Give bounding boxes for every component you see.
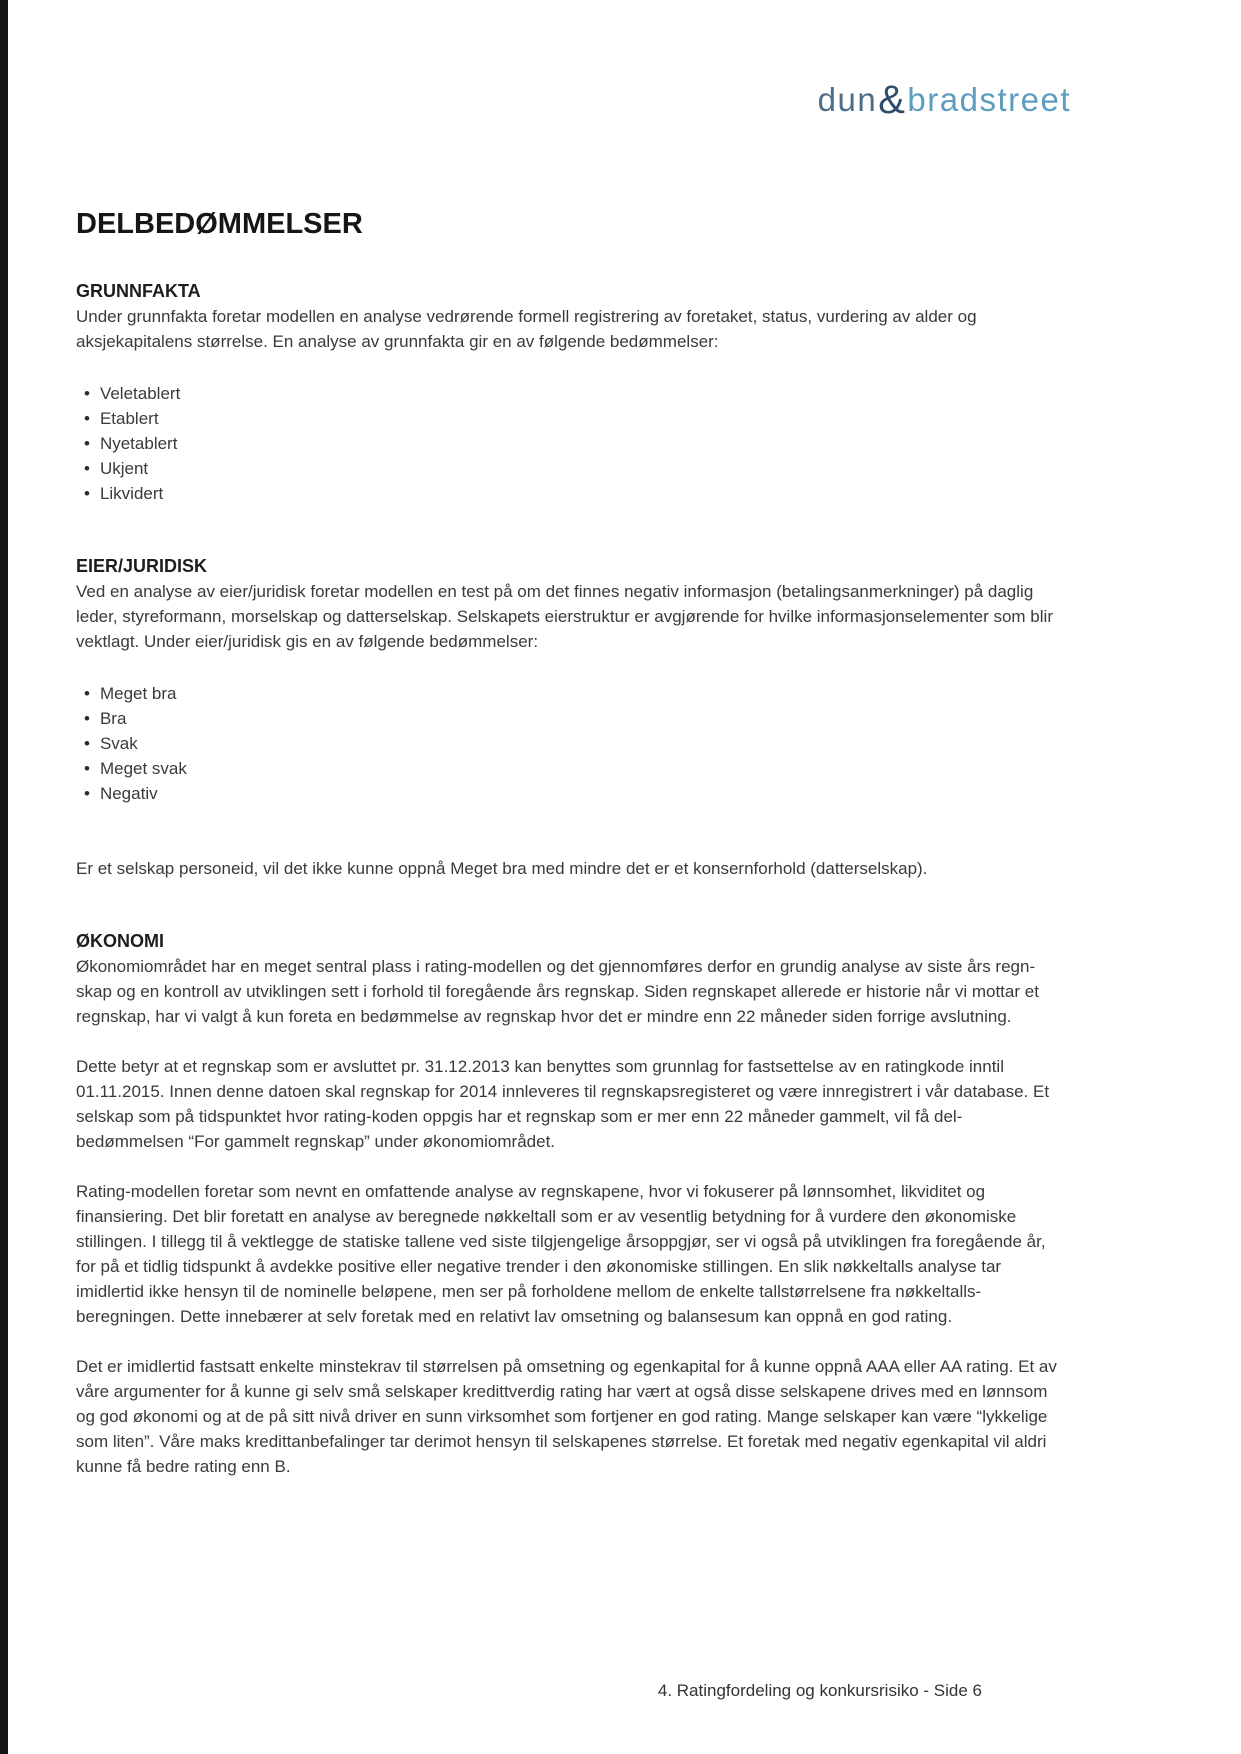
- section-intro: Ved en analyse av eier/juridisk foretar modellen en test på om det finnes negativ informasjon (betalingsanmerkninger) på daglig leder, styreformann, morselskap og datterselskap. Selskapets eierstruktur er avgjørende for hvilke informasjonselementer som blir vektlagt. Under eier/juridisk gis en av følgende bedømmelser:: [76, 582, 1053, 651]
- list-item: • Veletablert: [84, 381, 1066, 406]
- section-intro: Økonomiområdet har en meget sentral plass i rating-modellen og det gjennomføres derfor en grundig analyse av siste års regn- skap og en kontroll av utviklingen sett i forhold til foregående års regnskap. Siden regnskapet allerede er historie når vi mottar et regnskap, har vi valgt å kun foreta en bedømmelse av regnskap hvor det er mindre enn 22 måneder siden forrige avslutning.: [76, 957, 1039, 1026]
- ampersand-icon: &: [878, 78, 907, 122]
- list-item: • Meget bra: [84, 681, 1066, 706]
- page-footer: 4. Ratingfordeling og konkursrisiko - Side 6: [657, 1681, 982, 1700]
- section-okonomi: [76, 929, 1066, 1479]
- list-item: • Likvidert: [84, 481, 1066, 506]
- section-paragraph: Det er imidlertid fastsatt enkelte minstekrav til størrelsen på omsetning og egenkapital for å kunne oppnå AAA eller AA rating. Et av våre argumenter for å kunne gi selv små selskaper kredittverdig rating har vært at også disse selskapene drives med en lønnsom og god økonomi og at de på sitt nivå driver en sunn virksomhet som fortjener en god rating. Mange selskaper kan være “lykkelige som liten”. Våre maks kredittanbefalinger tar derimot hensyn til selskapenes størrelse. Et foretak med negativ egenkapital vil aldri kunne få bedre rating enn B.: [76, 1357, 1057, 1476]
- list-item: • Negativ: [84, 781, 1066, 806]
- list-item: • Svak: [84, 731, 1066, 756]
- section-heading: ØKONOMI: [76, 931, 164, 951]
- list-item: • Etablert: [84, 406, 1066, 431]
- logo-text-bradstreet: bradstreet: [907, 81, 1071, 118]
- section-note: Er et selskap personeid, vil det ikke kunne oppnå Meget bra med mindre det er et konsernforhold (datterselskap).: [76, 859, 928, 878]
- section-intro: Under grunnfakta foretar modellen en analyse vedrørende formell registrering av foretaket, status, vurdering av alder og aksjekapitalens størrelse. En analyse av grunnfakta gir en av følgende bedømmelser:: [76, 307, 977, 351]
- assessment-list: [76, 381, 1066, 506]
- list-item: • Ukjent: [84, 456, 1066, 481]
- list-item: • Bra: [84, 706, 1066, 731]
- list-item: • Nyetablert: [84, 431, 1066, 456]
- page-edge-shadow: [0, 0, 8, 1754]
- document-body: [76, 0, 1066, 1479]
- list-item: • Meget svak: [84, 756, 1066, 781]
- page-title: DELBEDØMMELSER: [76, 208, 363, 240]
- assessment-list: [76, 681, 1066, 806]
- section-paragraph: Dette betyr at et regnskap som er avsluttet pr. 31.12.2013 kan benyttes som grunnlag for fastsettelse av en ratingkode inntil 01.11.2015. Innen denne datoen skal regnskap for 2014 innleveres til regnskapsregisteret og være innregistrert i vår database. Et selskap som på tidspunktet hvor rating-koden oppgis har et regnskap som er mer enn 22 måneder gammelt, vil få del- bedømmelsen “For gammelt regnskap” under økonomiområdet.: [76, 1057, 1050, 1151]
- section-heading: EIER/JURIDISK: [76, 556, 208, 576]
- section-eier-juridisk: [76, 554, 1066, 881]
- section-heading: GRUNNFAKTA: [76, 281, 201, 301]
- logo-text-dun: dun: [817, 81, 878, 118]
- section-grunnfakta: [76, 279, 1066, 506]
- section-paragraph: Rating-modellen foretar som nevnt en omfattende analyse av regnskapene, hvor vi fokuserer på lønnsomhet, likviditet og finansiering. Det blir foretatt en analyse av beregnede nøkkeltall som er av vesentlig betydning for å vurdere den økonomiske stillingen. I tillegg til å vektlegge de statiske tallene ved siste tilgjengelige årsoppgjør, ser vi også på utviklingen fra foregående år, for på et tidlig tidspunkt å avdekke positive eller negative trender i den økonomiske stillingen. En slik nøkkeltalls analyse tar imidlertid ikke hensyn til de nominelle beløpene, men ser på forholdene mellom de enkelte tallstørrelsene fra nøkkeltalls- beregningen. Dette innebærer at selv foretak med en relativt lav omsetning og balansesum kan oppnå en god rating.: [76, 1182, 1046, 1326]
